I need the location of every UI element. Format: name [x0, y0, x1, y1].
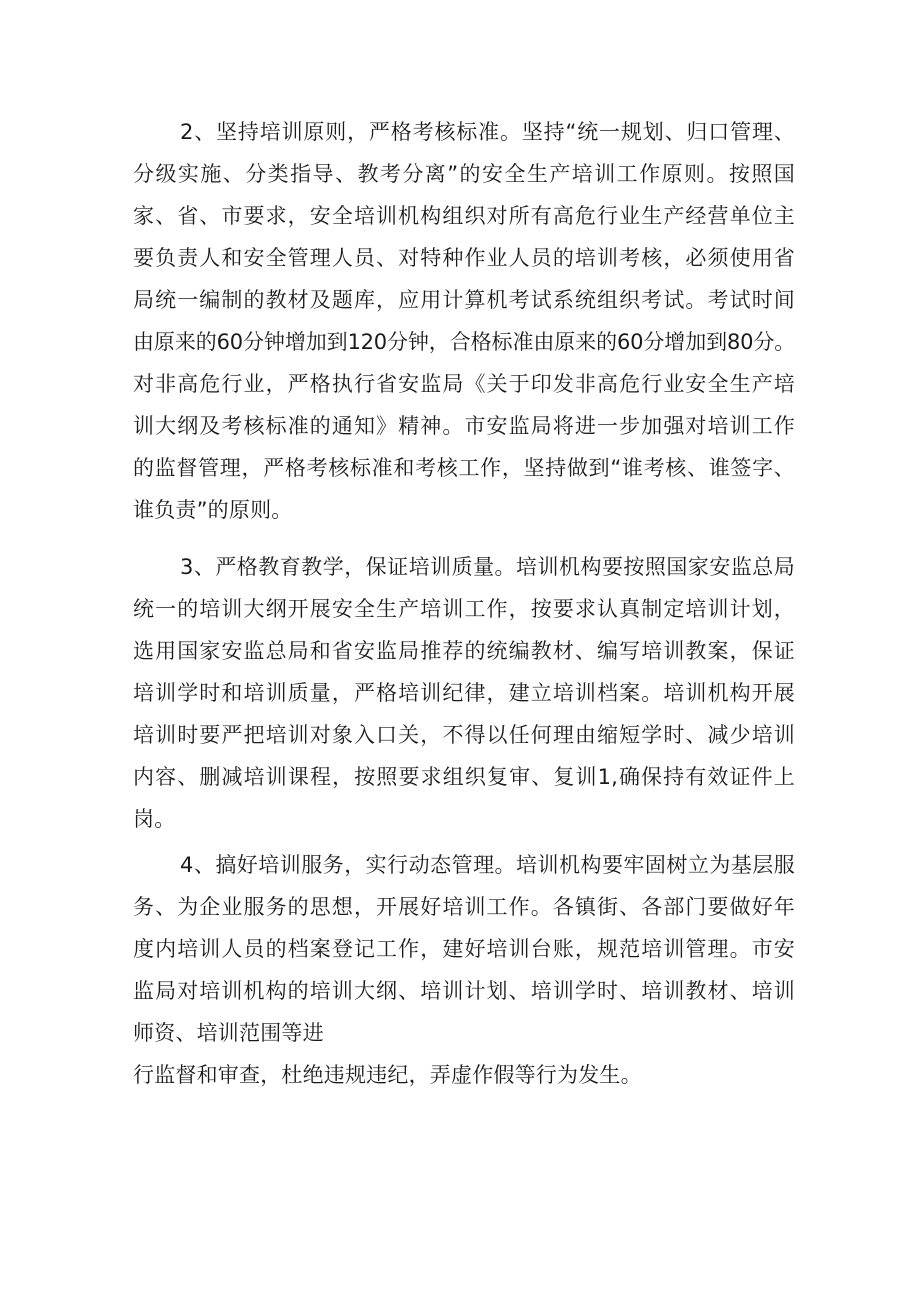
paragraph-3-line-3: 选用国家安监总局和省安监局推荐的统编教材、编写培训教案，保证 — [133, 639, 795, 663]
paragraph-2-line-4: 要负责人和安全管理人员、对特种作业人员的培训考核，必须使用省 — [133, 246, 795, 270]
paragraph-2-line-2: 分级实施、分类指导、教考分离”的安全生产培训工作原则。按照国 — [133, 162, 795, 186]
paragraph-3-line-4: 培训学时和培训质量，严格培训纪律，建立培训档案。培训机构开展 — [133, 681, 795, 705]
paragraph-4-line-3: 度内培训人员的档案登记工作，建好培训台账，规范培训管理。市安 — [133, 937, 795, 961]
paragraph-4-line-1: 4、搞好培训服务，实行动态管理。培训机构要牢固树立为基层服 — [180, 853, 795, 877]
paragraph-2-line-1: 2、坚持培训原则，严格考核标准。坚持“统一规划、归口管理、 — [180, 120, 795, 144]
paragraph-4-line-5: 师资、培训范围等进 — [133, 1021, 324, 1045]
paragraph-3-line-7: 岗。 — [133, 807, 176, 831]
paragraph-3-line-1: 3、严格教育教学，保证培训质量。培训机构要按照国家安监总局 — [180, 555, 795, 579]
paragraph-2-line-7: 对非高危行业，严格执行省安监局《关于印发非高危行业安全生产培 — [133, 372, 795, 396]
paragraph-3-line-5: 培训时要严把培训对象入口关，不得以任何理由缩短学时、减少培训 — [133, 723, 795, 747]
paragraph-2-line-9: 的监督管理，严格考核标准和考核工作，坚持做到“谁考核、谁签字、 — [133, 456, 795, 480]
paragraph-2-line-10: 谁负责”的原则。 — [133, 498, 293, 522]
paragraph-2-line-3: 家、省、市要求，安全培训机构组织对所有高危行业生产经营单位主 — [133, 204, 795, 228]
paragraph-4-line-6: 行监督和审查，杜绝违规违纪，弄虚作假等行为发生。 — [133, 1063, 642, 1087]
paragraph-3-line-6: 内容、删减培训课程，按照要求组织复审、复训1,确保持有效证件上 — [133, 765, 795, 789]
paragraph-2-line-6: 由原来的60分钟增加到120分钟，合格标准由原来的60分增加到80分。 — [133, 330, 795, 354]
paragraph-2-line-8: 训大纲及考核标准的通知》精神。市安监局将进一步加强对培训工作 — [133, 414, 795, 438]
paragraph-3-line-2: 统一的培训大纲开展安全生产培训工作，按要求认真制定培训计划， — [133, 597, 795, 621]
paragraph-4-line-4: 监局对培训机构的培训大纲、培训计划、培训学时、培训教材、培训 — [133, 979, 795, 1003]
paragraph-2-line-5: 局统一编制的教材及题库，应用计算机考试系统组织考试。考试时间 — [133, 288, 795, 312]
paragraph-4-line-2: 务、为企业服务的思想，开展好培训工作。各镇街、各部门要做好年 — [133, 895, 795, 919]
